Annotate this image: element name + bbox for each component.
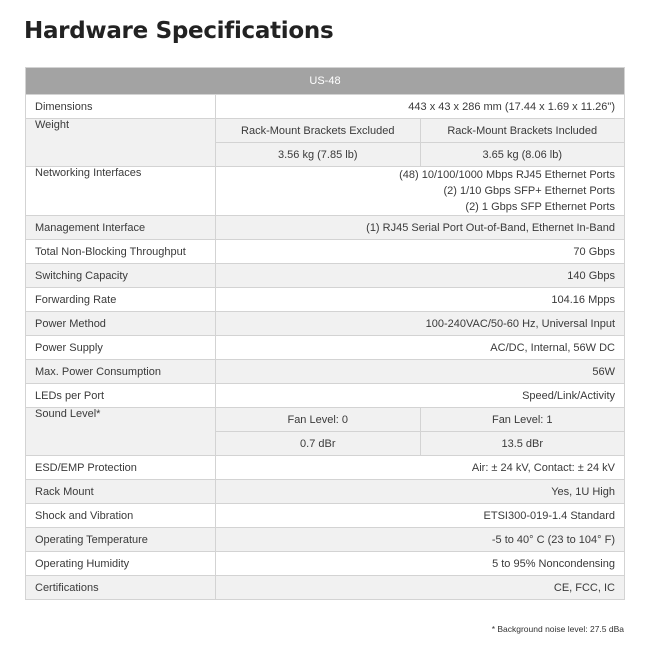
- row-label: Operating Humidity: [26, 552, 216, 576]
- weight-col1-value: 3.56 kg (7.85 lb): [216, 143, 421, 167]
- row-value: 70 Gbps: [216, 240, 625, 264]
- row-label: Shock and Vibration: [26, 504, 216, 528]
- row-value: Yes, 1U High: [216, 480, 625, 504]
- row-value: 443 x 43 x 286 mm (17.44 x 1.69 x 11.26"): [216, 95, 625, 119]
- row-value: 140 Gbps: [216, 264, 625, 288]
- row-value: 56W: [216, 360, 625, 384]
- table-row: [26, 408, 625, 432]
- row-label: Power Method: [26, 312, 216, 336]
- table-row: [26, 336, 625, 360]
- table-row: [26, 119, 625, 143]
- row-label: Networking Interfaces: [26, 167, 216, 216]
- row-label: Weight: [26, 119, 216, 167]
- row-label: Management Interface: [26, 216, 216, 240]
- row-value: (1) RJ45 Serial Port Out-of-Band, Ethernet In-Band: [216, 216, 625, 240]
- row-value: Air: ± 24 kV, Contact: ± 24 kV: [216, 456, 625, 480]
- table-row: [26, 360, 625, 384]
- row-label: Rack Mount: [26, 480, 216, 504]
- row-label: Operating Temperature: [26, 528, 216, 552]
- row-value: CE, FCC, IC: [216, 576, 625, 600]
- sound-col1-value: 0.7 dBr: [216, 432, 421, 456]
- networking-line: (48) 10/100/1000 Mbps RJ45 Ethernet Ports: [399, 169, 615, 181]
- table-header-row: [26, 68, 625, 95]
- table-row: [26, 384, 625, 408]
- footnote: * Background noise level: 27.5 dBa: [491, 624, 624, 634]
- table-row: [26, 216, 625, 240]
- row-label: Power Supply: [26, 336, 216, 360]
- row-label: Total Non-Blocking Throughput: [26, 240, 216, 264]
- table-row: [26, 576, 625, 600]
- weight-col1-header: Rack-Mount Brackets Excluded: [216, 119, 421, 143]
- weight-col2-value: 3.65 kg (8.06 lb): [420, 143, 625, 167]
- row-label: Forwarding Rate: [26, 288, 216, 312]
- row-value: 100-240VAC/50-60 Hz, Universal Input: [216, 312, 625, 336]
- table-row: [26, 552, 625, 576]
- row-value: ETSI300-019-1.4 Standard: [216, 504, 625, 528]
- table-row: [26, 167, 625, 216]
- model-header: US-48: [26, 68, 625, 95]
- networking-line: (2) 1 Gbps SFP Ethernet Ports: [465, 201, 615, 213]
- row-label: Certifications: [26, 576, 216, 600]
- sound-col2-header: Fan Level: 1: [420, 408, 625, 432]
- table-row: [26, 456, 625, 480]
- row-label: Dimensions: [26, 95, 216, 119]
- table-row: [26, 240, 625, 264]
- row-value: 5 to 95% Noncondensing: [216, 552, 625, 576]
- table-row: [26, 288, 625, 312]
- row-label: Sound Level*: [26, 408, 216, 456]
- table-row: [26, 95, 625, 119]
- table-row: [26, 312, 625, 336]
- row-value: 104.16 Mpps: [216, 288, 625, 312]
- page-title: Hardware Specifications: [24, 18, 334, 44]
- row-label: Max. Power Consumption: [26, 360, 216, 384]
- row-value: AC/DC, Internal, 56W DC: [216, 336, 625, 360]
- table-row: [26, 504, 625, 528]
- spec-table: [25, 67, 625, 600]
- row-value: [216, 167, 625, 216]
- row-label: ESD/EMP Protection: [26, 456, 216, 480]
- networking-line: (2) 1/10 Gbps SFP+ Ethernet Ports: [443, 185, 615, 197]
- sound-col1-header: Fan Level: 0: [216, 408, 421, 432]
- row-label: LEDs per Port: [26, 384, 216, 408]
- table-row: [26, 264, 625, 288]
- weight-col2-header: Rack-Mount Brackets Included: [420, 119, 625, 143]
- sound-col2-value: 13.5 dBr: [420, 432, 625, 456]
- row-value: -5 to 40° C (23 to 104° F): [216, 528, 625, 552]
- row-value: Speed/Link/Activity: [216, 384, 625, 408]
- table-row: [26, 528, 625, 552]
- row-label: Switching Capacity: [26, 264, 216, 288]
- table-row: [26, 480, 625, 504]
